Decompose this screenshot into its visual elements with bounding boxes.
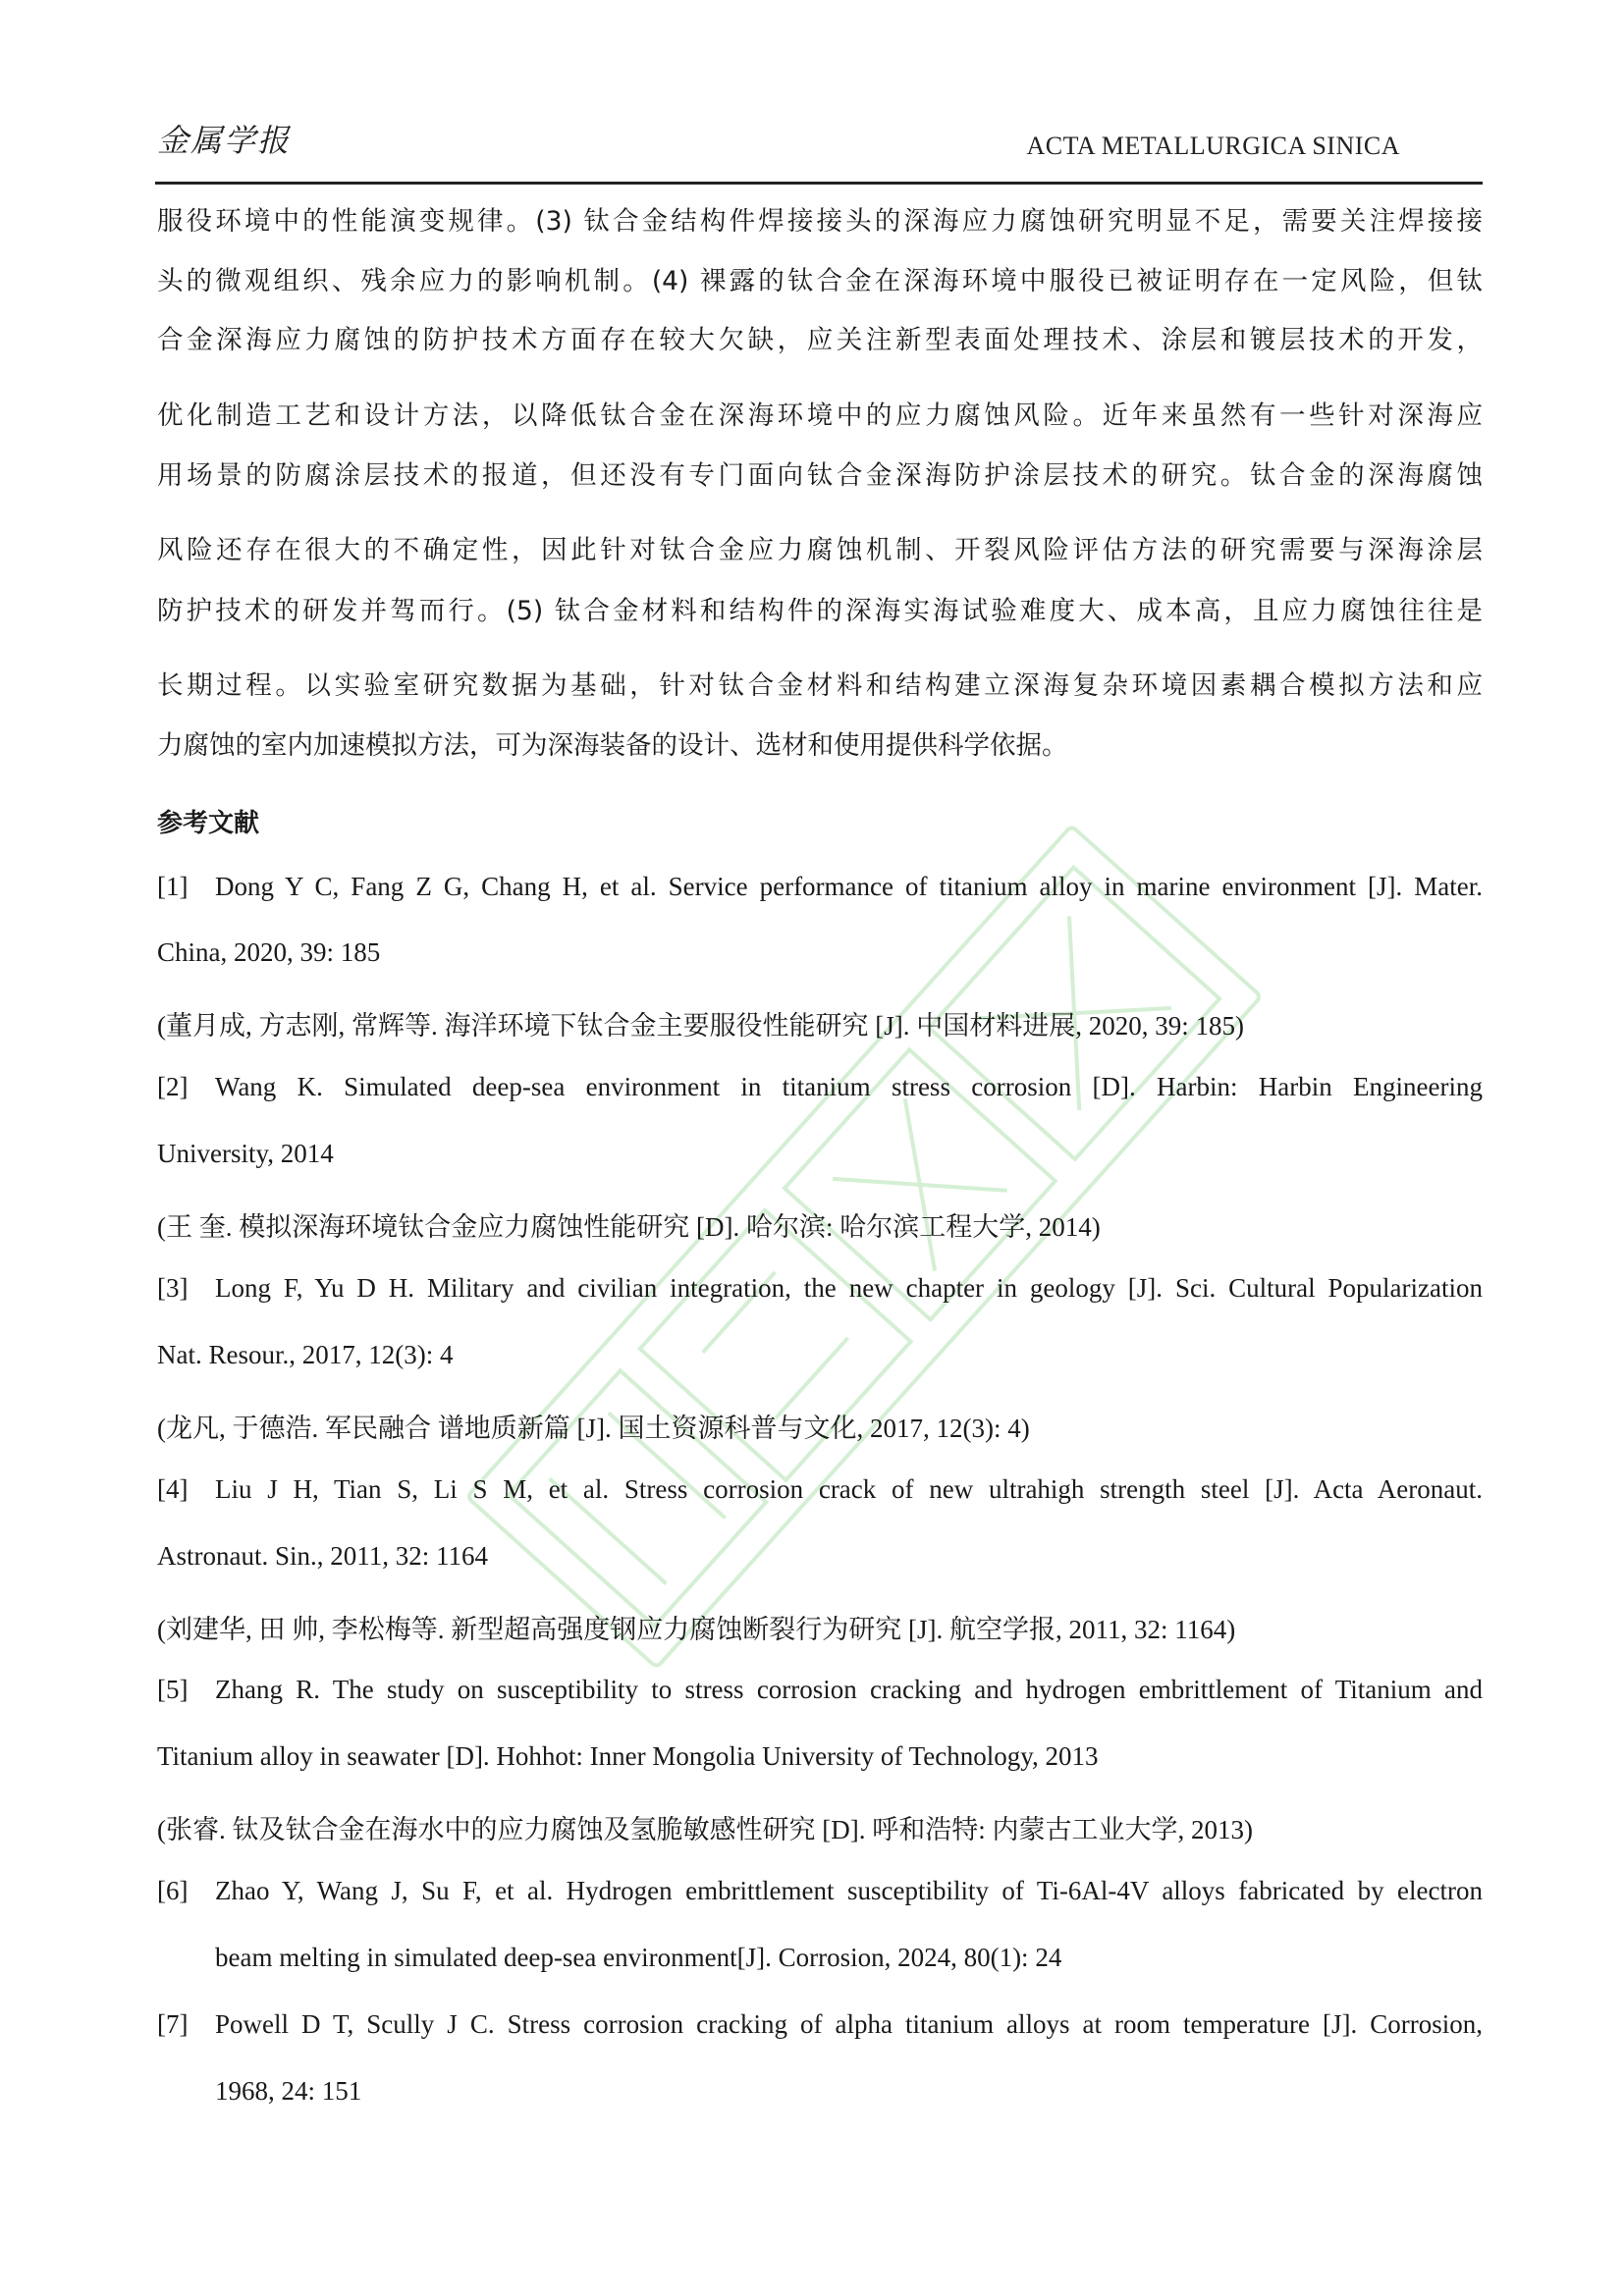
reference-text: Astronaut. Sin., 2011, 32: 1164	[157, 1541, 488, 1571]
body-text-line: 用场景的防腐涂层技术的报道，但还没有专门面向钛合金深海防护涂层技术的研究。钛合金的深海腐蚀	[157, 460, 1483, 491]
reference-chinese: (刘建华, 田 帅, 李松梅等. 新型超高强度钢应力腐蚀断裂行为研究 [J]. 航空学报, 2011, 32: 1164)	[157, 1615, 1236, 1644]
references-heading: 参考文献	[157, 809, 260, 838]
reference-number: [7]	[157, 2009, 189, 2039]
reference-text: Zhang R. The study on susceptibility to stress corrosion cracking and hydrogen embrittlement of Titanium and	[215, 1675, 1483, 1704]
journal-name: ACTA METALLURGICA SINICA	[1026, 132, 1400, 160]
reference-text: Wang K. Simulated deep-sea environment in titanium stress corrosion [D]. Harbin: Harbin Engineering	[215, 1072, 1483, 1101]
body-text-line: 合金深海应力腐蚀的防护技术方面存在较大欠缺，应关注新型表面处理技术、涂层和镀层技术的开发，	[157, 325, 1483, 355]
reference-text: University, 2014	[157, 1139, 334, 1168]
reference-number: [6]	[157, 1876, 189, 1905]
reference-chinese: (董月成, 方志刚, 常辉等. 海洋环境下钛合金主要服役性能研究 [J]. 中国材料进展, 2020, 39: 185)	[157, 1011, 1244, 1041]
reference-number: [3]	[157, 1273, 189, 1303]
body-text-line: 长期过程。以实验室研究数据为基础，针对钛合金材料和结构建立深海复杂环境因素耦合模拟方法和应	[157, 670, 1483, 701]
reference-chinese: (龙凡, 于德浩. 军民融合 谱地质新篇 [J]. 国土资源科普与文化, 2017, 12(3): 4)	[157, 1414, 1030, 1443]
reference-text: Dong Y C, Fang Z G, Chang H, et al. Service performance of titanium alloy in marine environment [J]. Mater.	[215, 872, 1483, 901]
reference-text: 1968, 24: 151	[215, 2076, 362, 2106]
reference-text: Liu J H, Tian S, Li S M, et al. Stress corrosion crack of new ultrahigh strength steel [J]. Acta Aeronaut.	[215, 1474, 1483, 1504]
reference-text: Powell D T, Scully J C. Stress corrosion cracking of alpha titanium alloys at room temperature [J]. Corrosion,	[215, 2009, 1483, 2039]
body-text-line: 头的微观组织、残余应力的影响机制。(4) 裸露的钛合金在深海环境中服役已被证明存在一定风险，但钛	[157, 266, 1483, 296]
body-text-line: 力腐蚀的室内加速模拟方法，可为深海装备的设计、选材和使用提供科学依据。	[157, 730, 1068, 761]
body-text-line: 防护技术的研发并驾而行。(5) 钛合金材料和结构件的深海实海试验难度大、成本高，且应力腐蚀往往是	[157, 596, 1483, 626]
reference-chinese: (王 奎. 模拟深海环境钛合金应力腐蚀性能研究 [D]. 哈尔滨: 哈尔滨工程大学, 2014)	[157, 1212, 1101, 1242]
reference-number: [1]	[157, 872, 189, 901]
body-text-line: 优化制造工艺和设计方法，以降低钛合金在深海环境中的应力腐蚀风险。近年来虽然有一些针对深海应	[157, 400, 1483, 431]
reference-text: China, 2020, 39: 185	[157, 937, 381, 967]
reference-text: Zhao Y, Wang J, Su F, et al. Hydrogen embrittlement susceptibility of Ti-6Al-4V alloys fabricated by electron	[215, 1876, 1483, 1905]
reference-text: beam melting in simulated deep-sea environment[J]. Corrosion, 2024, 80(1): 24	[215, 1943, 1062, 1972]
reference-number: [4]	[157, 1474, 189, 1504]
reference-text: Titanium alloy in seawater [D]. Hohhot: Inner Mongolia University of Technology, 2013	[157, 1741, 1099, 1771]
reference-chinese: (张睿. 钛及钛合金在海水中的应力腐蚀及氢脆敏感性研究 [D]. 呼和浩特: 内蒙古工业大学, 2013)	[157, 1815, 1253, 1844]
reference-text: Long F, Yu D H. Military and civilian integration, the new chapter in geology [J]. Sci. Cultural Popularization	[215, 1273, 1483, 1303]
body-text-line: 服役环境中的性能演变规律。(3) 钛合金结构件焊接接头的深海应力腐蚀研究明显不足，需要关注焊接接	[157, 206, 1483, 237]
reference-number: [2]	[157, 1072, 189, 1101]
reference-number: [5]	[157, 1675, 189, 1704]
header-divider	[155, 182, 1483, 185]
body-text-line: 风险还存在很大的不确定性，因此针对钛合金应力腐蚀机制、开裂风险评估方法的研究需要与深海涂层	[157, 535, 1483, 565]
reference-text: Nat. Resour., 2017, 12(3): 4	[157, 1340, 454, 1369]
journal-logo: 金属学报	[157, 122, 292, 159]
